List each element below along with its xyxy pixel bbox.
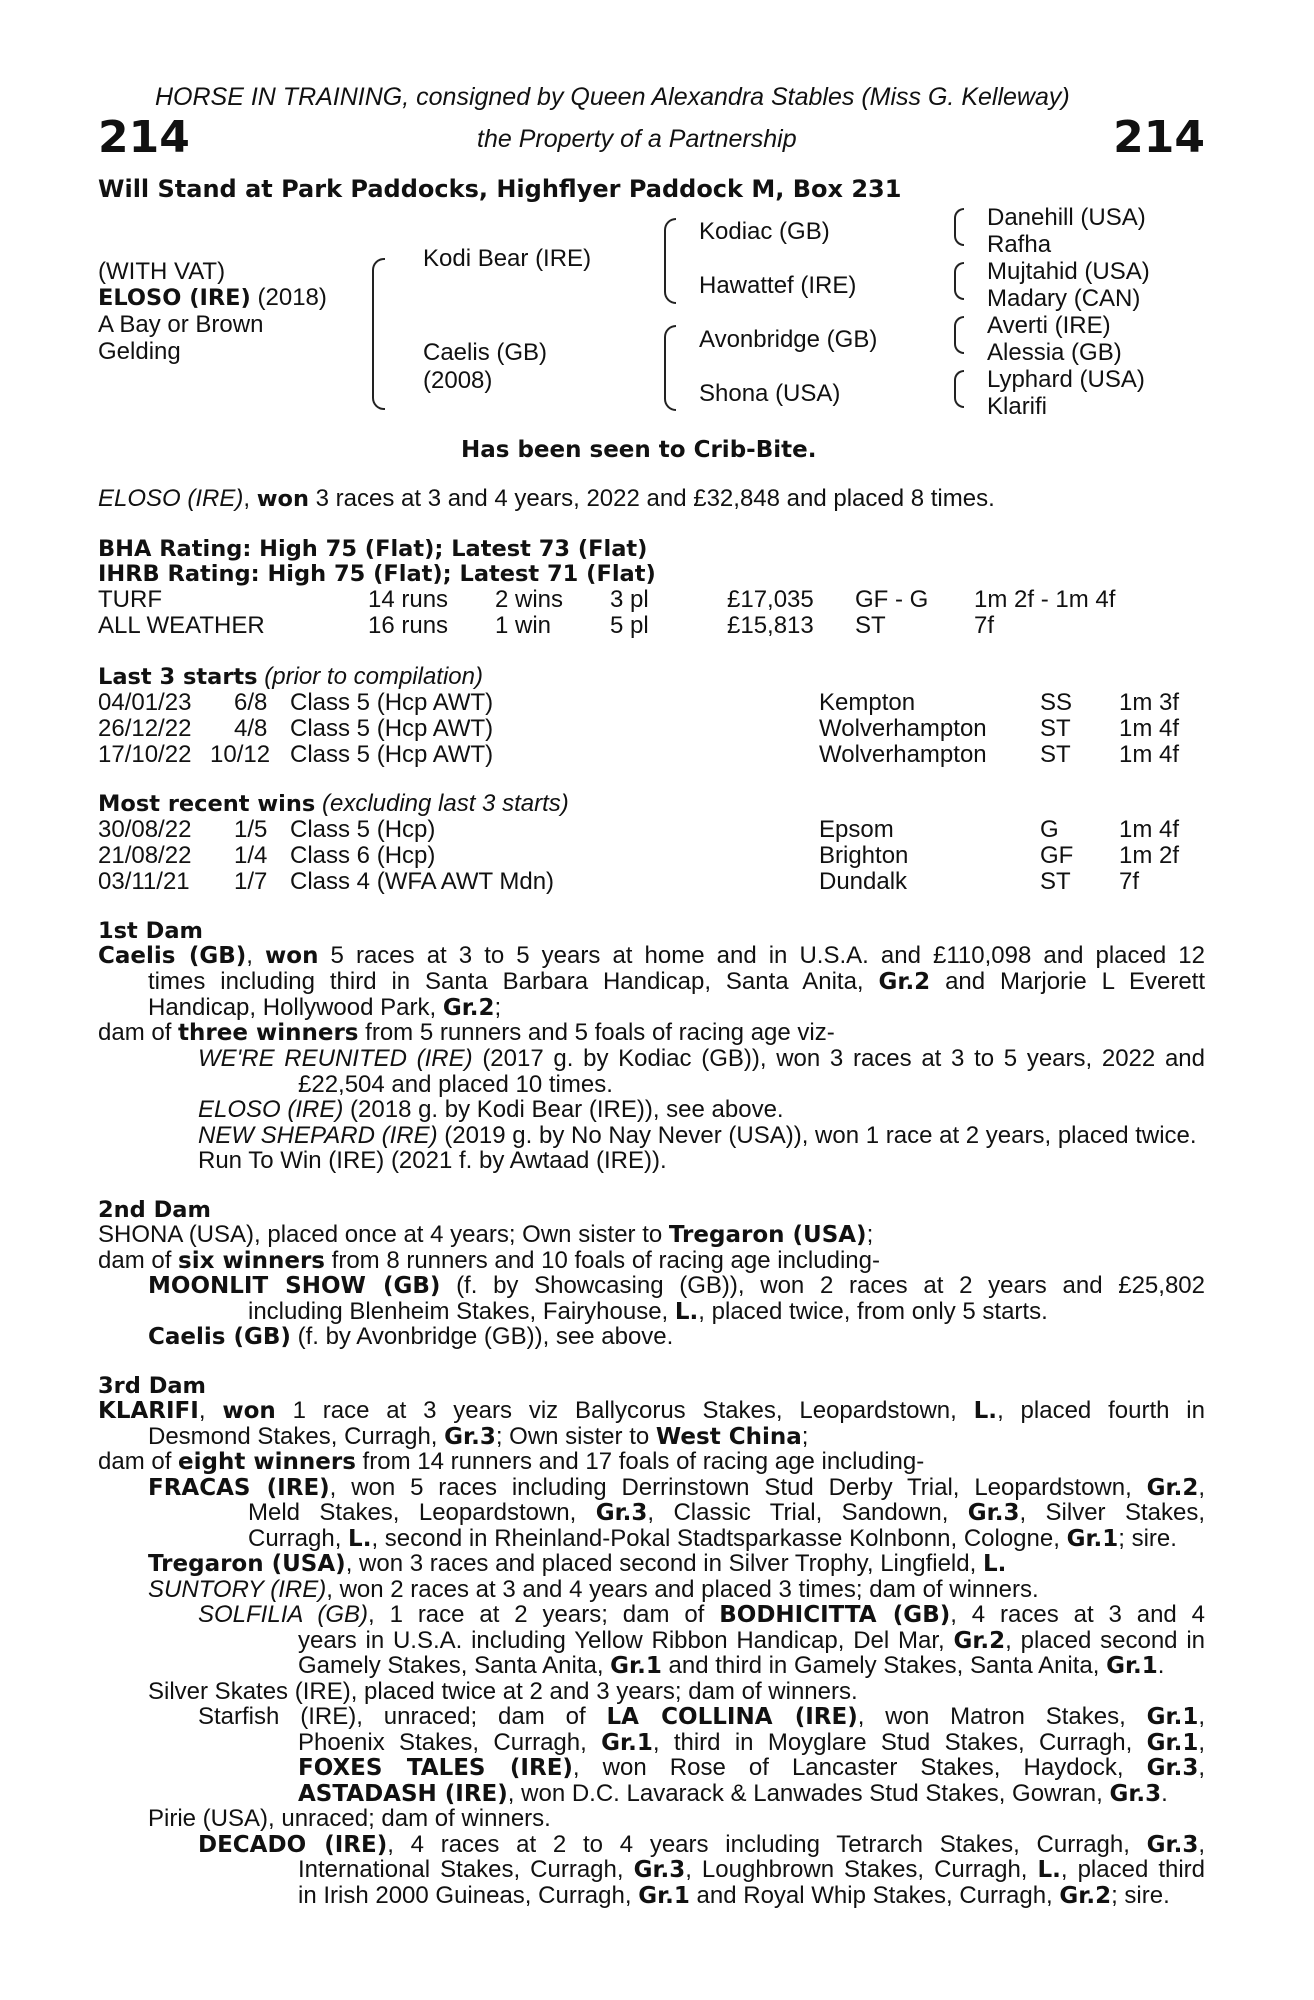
third-dam-line [198,1832,1205,1859]
progeny-name: NEW SHEPARD (IRE) [198,1122,438,1149]
dam-name: Caelis (GB) [98,943,247,969]
recent-wins-heading [98,791,569,817]
horse-description-2: Gelding [98,338,181,365]
text-run: Gamely Stakes, Santa Anita, [298,1652,611,1679]
start-position: 4/8 [234,715,268,742]
first-dam-line [198,1123,1205,1149]
text-run: ; sire. [1118,1525,1177,1552]
grade-label: L. [1037,1857,1061,1883]
progeny-name: BODHICITTA (GB) [719,1602,951,1628]
first-dam-line: £22,504 and placed 10 times. [298,1071,613,1098]
property-line: the Property of a Partnership [477,125,797,153]
ratings-surface: ALL WEATHER [98,612,265,639]
start-going: SS [1040,689,1073,716]
second-dam-line [98,1222,1205,1249]
text-run: Phoenix Stakes, Curragh, [298,1729,602,1756]
third-dam-line [198,1704,1205,1731]
grade-label: Gr.2 [878,969,931,995]
start-going: ST [1040,741,1071,768]
text-run: , won 5 races including Derrinstown Stud Derby Trial, Leopardstown, [329,1474,1147,1501]
win-date: 03/11/21 [98,868,190,895]
progeny-name: Caelis (GB) [148,1324,291,1350]
text-run: , Classic Trial, Sandown, [647,1499,968,1526]
ratings-runs: 16 runs [368,612,449,639]
summary-horse: ELOSO (IRE) [98,485,244,512]
win-course: Brighton [819,842,909,869]
third-dam-line [148,1577,1205,1603]
second-dam-line [148,1273,1205,1300]
text-run: in Irish 2000 Guineas, Curragh, [298,1882,639,1909]
recent-wins-title: Most recent wins [98,791,316,817]
winners-count: six winners [178,1248,325,1274]
win-position: 1/4 [234,842,268,869]
second-dam-line [148,1324,1205,1351]
start-going: ST [1040,715,1071,742]
progeny-name: FOXES TALES (IRE) [298,1755,573,1781]
ratings-going: GF - G [855,586,929,613]
text-run: years in U.S.A. including Yellow Ribbon Handicap, Del Mar, [298,1627,954,1654]
pedigree-brace-ss [954,208,964,246]
text-run: SHONA (USA), placed once at 4 years; Own sister to [98,1221,669,1248]
win-position: 1/5 [234,816,268,843]
text-run: , Silver Stakes, [1019,1499,1205,1526]
grade-label: Gr.1 [1106,1653,1158,1679]
win-going: GF [1040,842,1074,869]
text-run: including Blenheim Stakes, Fairyhouse, [248,1298,675,1325]
third-dam-line [248,1526,1205,1553]
text-run: dam of [98,1247,179,1274]
text-run: , won Rose of Lancaster Stakes, Haydock, [572,1754,1147,1781]
summary-won: won [256,486,309,512]
win-course: Epsom [819,816,894,843]
ratings-runs: 14 runs [368,586,449,613]
horse-description-1: A Bay or Brown [98,311,264,338]
grade-label: Gr.1 [1146,1730,1199,1756]
win-position: 1/7 [234,868,268,895]
text-run: , placed twice, from only 5 starts. [698,1298,1048,1325]
ratings-wins: 2 wins [495,586,564,613]
grade-label: Gr.3 [595,1500,648,1526]
text-run: , placed third [1060,1856,1206,1883]
text-run: , [1198,1831,1206,1858]
pedigree-ds: Avonbridge (GB) [699,326,878,353]
start-course: Wolverhampton [819,715,987,742]
progeny-name: SUNTORY (IRE) [148,1576,327,1603]
text-run: and Marjorie L Everett [930,968,1206,995]
pedigree-brace-sd [954,262,964,300]
grade-label: L. [973,1398,998,1424]
text-run: , [1198,1754,1205,1781]
ratings-earnings: £17,035 [727,586,814,613]
ratings-distance: 1m 2f - 1m 4f [974,586,1116,613]
text-run: (2017 g. by Kodiac (GB)), won 3 races at 3 to 5 years, 2022 and [472,1045,1205,1072]
start-distance: 1m 3f [1119,689,1180,716]
grade-label: Gr.1 [1146,1704,1199,1730]
text-run: times including third in Santa Barbara Handicap, Santa Anita, [148,968,879,995]
text-run: , won Matron Stakes, [857,1703,1147,1730]
grade-label: Gr.1 [1066,1526,1119,1552]
third-dam-line [298,1730,1205,1757]
pedigree-brace-sire [664,218,676,304]
start-race: Class 5 (Hcp AWT) [290,689,494,716]
lot-number-right: 214 [1113,112,1205,163]
win-race: Class 4 (WFA AWT Mdn) [290,868,555,895]
grade-label: Gr.2 [1146,1475,1199,1501]
text-run: and Royal Whip Stakes, Curragh, [689,1882,1060,1909]
related-horse: Tregaron (USA) [668,1222,867,1248]
text-run: Curragh, [248,1525,349,1552]
won-label: won [265,943,319,969]
grade-label: Gr.1 [610,1653,662,1679]
third-dam-line [298,1883,1205,1910]
horse-year: (2018) [250,284,327,311]
grade-label: Gr.2 [442,995,495,1021]
start-race: Class 5 (Hcp AWT) [290,715,494,742]
vice-note: Has been seen to Crib-Bite. [461,437,817,463]
pedigree-sss: Danehill (USA) [987,204,1146,231]
grade-label: L. [982,1551,1007,1577]
ratings-placed: 3 pl [610,586,649,613]
grade-label: Gr.1 [601,1730,653,1756]
third-dam-line [148,1551,1205,1578]
grade-label: Gr.3 [1146,1755,1199,1781]
text-run: from 8 runners and 10 foals of racing age including- [324,1247,880,1274]
last-starts-heading [98,664,483,690]
pedigree-sdd: Madary (CAN) [987,285,1141,312]
grade-label: Gr.3 [1146,1832,1199,1858]
win-race: Class 6 (Hcp) [290,842,436,869]
text-run: . [1161,1780,1168,1807]
pedigree-sd: Hawattef (IRE) [699,272,857,299]
first-dam-line [198,1046,1205,1072]
last-starts-subtitle: (prior to compilation) [257,663,483,690]
bha-rating: BHA Rating: High 75 (Flat); Latest 73 (Flat) [98,536,648,562]
second-dam-heading: 2nd Dam [98,1197,211,1223]
progeny-name: Tregaron (USA) [148,1551,346,1577]
first-dam-line [148,995,1205,1022]
start-course: Wolverhampton [819,741,987,768]
win-date: 21/08/22 [98,842,192,869]
text-run: 5 races at 3 to 5 years at home and in U.S.A. and £110,098 and placed 12 [318,942,1205,969]
text-run: International Stakes, Curragh, [298,1856,634,1883]
dam-name: KLARIFI [98,1398,199,1424]
win-going: ST [1040,868,1071,895]
lot-number-left: 214 [98,112,190,163]
first-dam-line [98,1020,1205,1047]
win-distance: 1m 4f [1119,816,1180,843]
text-run: , [246,942,266,969]
start-date: 04/01/23 [98,689,192,716]
text-run: , [1198,1729,1206,1756]
pedigree-sds: Mujtahid (USA) [987,258,1150,285]
ratings-placed: 5 pl [610,612,649,639]
ratings-going: ST [855,612,886,639]
third-dam-line [298,1628,1205,1655]
start-date: 17/10/22 [98,741,192,768]
horse-name-line [98,285,327,311]
text-run: , Loughbrown Stakes, Curragh, [685,1856,1038,1883]
grade-label: Gr.3 [1109,1781,1162,1807]
ratings-earnings: £15,813 [727,612,814,639]
text-run: , won 2 races at 3 and 4 years and placed 3 times; dam of winners. [326,1576,1039,1603]
grade-label: Gr.2 [1059,1883,1112,1909]
text-run: , [1198,1474,1205,1501]
grade-label: Gr.3 [633,1857,686,1883]
third-dam-line [298,1781,1205,1808]
text-run: (2019 g. by No Nay Never (USA)), won 1 race at 2 years, placed twice. [437,1122,1197,1149]
start-position: 10/12 [210,741,271,768]
pedigree-dam: Caelis (GB) [423,339,548,366]
text-run: (2018 g. by Kodi Bear (IRE)), see above. [343,1096,784,1123]
start-race: Class 5 (Hcp AWT) [290,741,494,768]
text-run: ; Own sister to [495,1423,656,1450]
text-run: ; sire. [1111,1882,1170,1909]
grade-label: Gr.2 [953,1628,1006,1654]
text-run: . [1157,1652,1165,1679]
recent-wins-subtitle: (excluding last 3 starts) [315,790,569,817]
pedigree-brace-dam [664,325,676,411]
won-label: won [222,1398,276,1424]
win-going: G [1040,816,1059,843]
text-run: , placed fourth in [997,1397,1205,1424]
progeny-name: ASTADASH (IRE) [298,1781,508,1807]
text-run: , third in Moyglare Stud Stakes, Curragh, [652,1729,1147,1756]
grade-label: Gr.1 [638,1883,690,1909]
pedigree-dds: Lyphard (USA) [987,366,1145,393]
text-run: , 1 race at 2 years; dam of [368,1601,720,1628]
race-summary: ELOSO (IRE), won 3 races at 3 and 4 years, 2022 and £32,848 and placed 8 times. [98,485,995,512]
third-dam-line: Pirie (USA), unraced; dam of winners. [148,1805,551,1832]
third-dam-line [98,1398,1205,1425]
text-run: from 14 runners and 17 foals of racing age including- [355,1448,925,1475]
third-dam-line [248,1500,1205,1527]
third-dam-line [298,1653,1205,1680]
stand-line: Will Stand at Park Paddocks, Highflyer Paddock M, Box 231 [98,175,902,203]
text-run: 1 race at 3 years viz Ballycorus Stakes, Leopardstown, [275,1397,974,1424]
winners-count: eight winners [178,1449,356,1475]
winners-count: three winners [178,1020,359,1046]
grade-label: Gr.3 [967,1500,1020,1526]
pedigree-dd: Shona (USA) [699,380,841,407]
third-dam-line [298,1857,1205,1884]
pedigree-sire: Kodi Bear (IRE) [423,245,592,272]
progeny-name: MOONLIT SHOW (GB) [148,1273,441,1299]
pedigree-brace-dd [954,370,964,408]
win-distance: 1m 2f [1119,842,1180,869]
related-horse: West China [655,1424,802,1450]
third-dam-line [148,1424,1205,1451]
summary-text: 3 races at 3 and 4 years, 2022 and £32,848 and placed 8 times. [308,485,995,512]
text-run: Handicap, Hollywood Park, [148,994,443,1021]
text-run: dam of [98,1019,179,1046]
second-dam-line [98,1248,1205,1275]
vat-label: (WITH VAT) [98,258,226,285]
ihrb-rating: IHRB Rating: High 75 (Flat); Latest 71 (Flat) [98,561,656,587]
first-dam-line [148,969,1205,996]
win-race: Class 5 (Hcp) [290,816,436,843]
pedigree-dss: Averti (IRE) [987,312,1111,339]
ratings-surface: TURF [98,586,162,613]
first-dam-line [198,1097,1205,1123]
progeny-name: WE'RE REUNITED (IRE) [198,1045,473,1072]
progeny-name: DECADO (IRE) [198,1832,388,1858]
consignor-line: HORSE IN TRAINING, consigned by Queen Alexandra Stables (Miss G. Kelleway) [155,83,1070,111]
third-dam-line [148,1475,1205,1502]
text-run: , [1198,1703,1205,1730]
text-run: (f. by Avonbridge (GB)), see above. [290,1323,674,1350]
second-dam-line [248,1299,1205,1326]
third-dam-heading: 3rd Dam [98,1373,206,1399]
progeny-name: FRACAS (IRE) [148,1475,330,1501]
third-dam-line [298,1755,1205,1782]
text-run: , 4 races at 3 and 4 [950,1601,1205,1628]
pedigree-brace-main [372,258,385,410]
win-course: Dundalk [819,868,908,895]
text-run: , [198,1397,223,1424]
text-run: dam of [98,1448,179,1475]
text-run: Starfish (IRE), unraced; dam of [198,1703,607,1730]
start-date: 26/12/22 [98,715,192,742]
grade-label: L. [348,1526,372,1552]
text-run: , placed second in [1005,1627,1205,1654]
text-run: , won D.C. Lavarack & Lanwades Stud Stakes, Gowran, [507,1780,1110,1807]
text-run: from 5 runners and 5 foals of racing age viz- [358,1019,835,1046]
start-distance: 1m 4f [1119,715,1180,742]
ratings-wins: 1 win [495,612,552,639]
last-starts-title: Last 3 starts [98,664,258,690]
text-run: ; [494,994,502,1021]
text-run: ; [801,1423,809,1450]
progeny-name: LA COLLINA (IRE) [606,1704,858,1730]
text-run: , second in Rheinland-Pokal Stadtsparkasse Kolnbonn, Cologne, [371,1525,1067,1552]
win-distance: 7f [1119,868,1140,895]
ratings-distance: 7f [974,612,995,639]
grade-label: L. [674,1299,699,1325]
third-dam-line [198,1602,1205,1629]
pedigree-ss: Kodiac (GB) [699,218,830,245]
win-date: 30/08/22 [98,816,192,843]
text-run: Meld Stakes, Leopardstown, [248,1499,596,1526]
pedigree-dsd: Alessia (GB) [987,339,1122,366]
third-dam-line [98,1449,1205,1476]
start-course: Kempton [819,689,916,716]
first-dam-heading: 1st Dam [98,918,203,944]
text-run: Desmond Stakes, Curragh, [148,1423,445,1450]
pedigree-dam-year: (2008) [423,367,493,394]
text-run: and third in Gamely Stakes, Santa Anita, [661,1652,1107,1679]
text-run: ; [866,1221,874,1248]
start-distance: 1m 4f [1119,741,1180,768]
text-run: , won 3 races and placed second in Silver Trophy, Lingfield, [345,1550,983,1577]
text-run: , 4 races at 2 to 4 years including Tetrarch Stakes, Curragh, [387,1831,1147,1858]
pedigree-ddd: Klarifi [987,393,1048,420]
first-dam-line [98,943,1205,970]
first-dam-line: Run To Win (IRE) (2021 f. by Awtaad (IRE)). [198,1147,667,1174]
pedigree-brace-ds [954,316,964,354]
progeny-name: SOLFILIA (GB) [198,1601,369,1628]
text-run: (f. by Showcasing (GB)), won 2 races at 2 years and £25,802 [440,1272,1205,1299]
progeny-name: ELOSO (IRE) [198,1096,344,1123]
third-dam-line: Silver Skates (IRE), placed twice at 2 and 3 years; dam of winners. [148,1678,858,1705]
start-position: 6/8 [234,689,268,716]
pedigree-ssd: Rafha [987,231,1052,258]
grade-label: Gr.3 [444,1424,496,1450]
horse-name: ELOSO (IRE) [98,285,251,311]
